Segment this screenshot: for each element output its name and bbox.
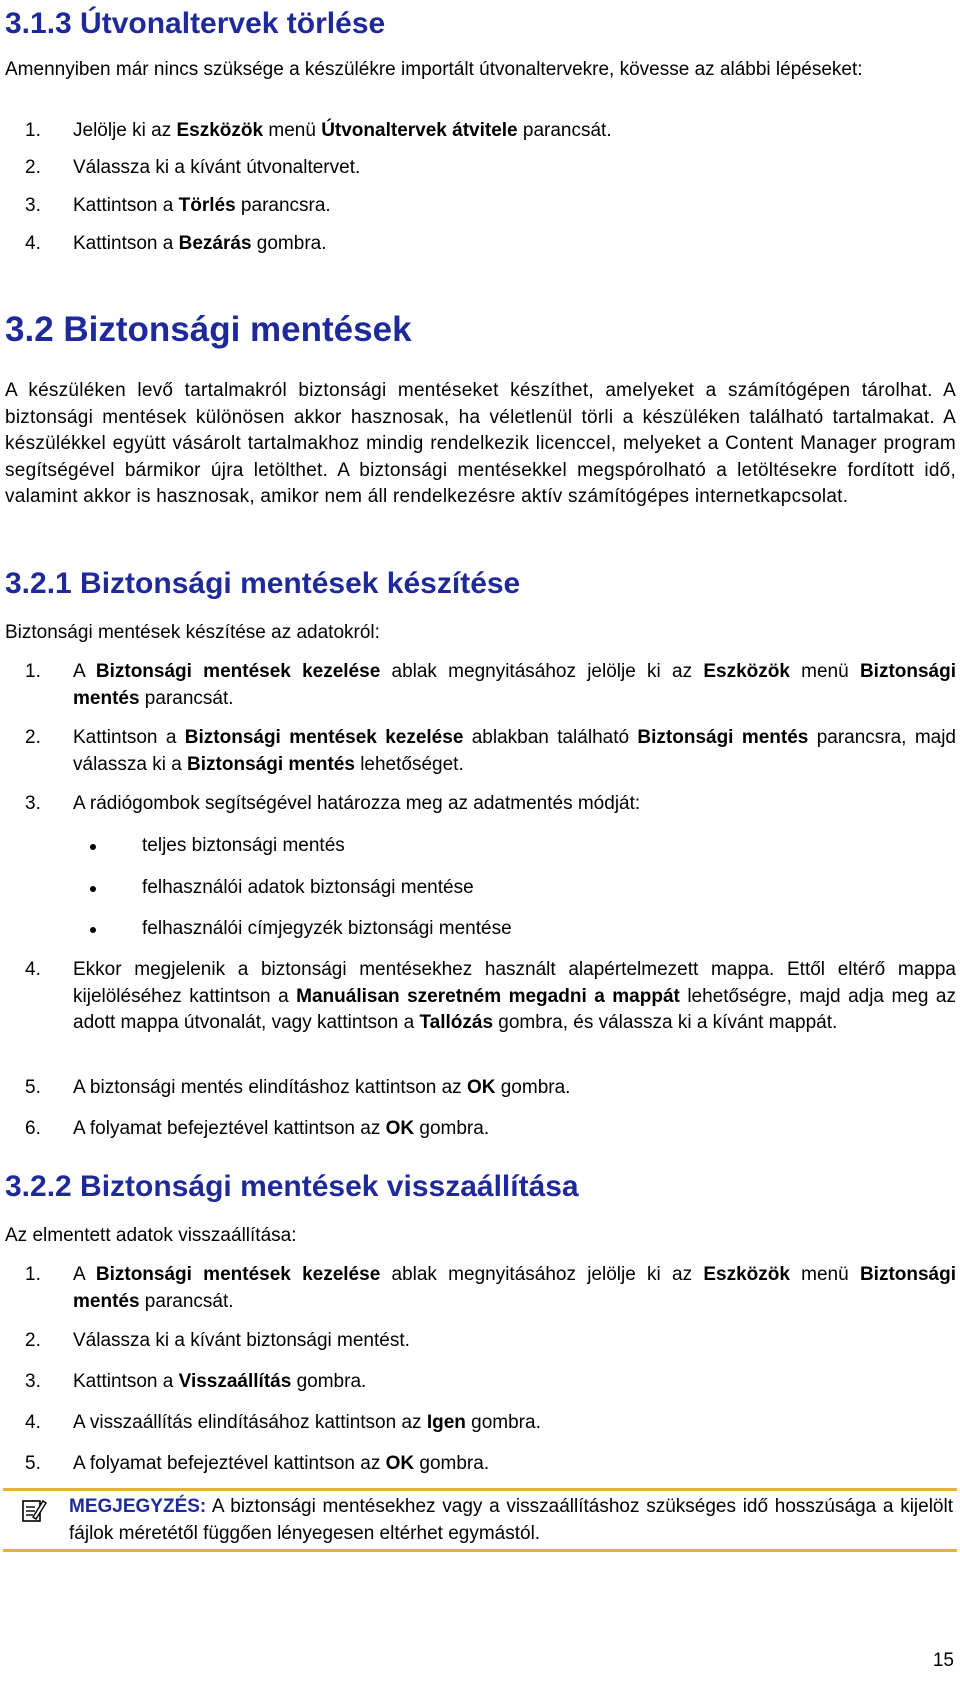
step-number: 5. — [25, 1077, 41, 1098]
list-item — [5, 725, 956, 778]
step-text: A folyamat befejeztével kattintson az OK gombra. — [73, 1453, 490, 1474]
list-item — [5, 1451, 956, 1478]
step-number: 4. — [25, 233, 41, 254]
list-item — [5, 659, 956, 712]
section-heading-3-2-1: 3.2.1 Biztonsági mentések készítése — [5, 567, 521, 600]
step-number: 1. — [25, 120, 41, 141]
bullet-dot — [90, 844, 96, 850]
step-number: 1. — [25, 661, 41, 682]
step-number: 1. — [25, 1264, 41, 1285]
step-number: 3. — [25, 195, 41, 216]
list-item — [5, 1410, 956, 1437]
step-text: A rádiógombok segítségével határozza meg az adatmentés módját: — [73, 793, 641, 814]
section-heading-3-2: 3.2 Biztonsági mentések — [5, 310, 412, 349]
note-label: MEGJEGYZÉS: — [69, 1496, 207, 1517]
step-text: Válassza ki a kívánt biztonsági mentést. — [73, 1330, 410, 1351]
step-text: A Biztonsági mentések kezelése ablak megnyitásához jelölje ki az Eszközök menü Biztonsági mentés parancsát. — [73, 661, 956, 709]
list-item — [5, 231, 956, 258]
step-number: 2. — [25, 1330, 41, 1351]
step-text: Kattintson a Visszaállítás gombra. — [73, 1371, 367, 1392]
bullet-item: felhasználói címjegyzék biztonsági mentése — [90, 916, 956, 943]
step-text: A visszaállítás elindításához kattintson az Igen gombra. — [73, 1412, 541, 1433]
bullet-item: felhasználói adatok biztonsági mentése — [90, 875, 956, 902]
step-text: A biztonsági mentés elindításhoz kattintson az OK gombra. — [73, 1077, 571, 1098]
note-box — [3, 1488, 957, 1552]
step-text: Kattintson a Bezárás gombra. — [73, 233, 327, 254]
list-item — [5, 791, 956, 818]
section-3-2-body: A készüléken levő tartalmakról biztonsági mentéseket készíthet, amelyeket a számítógépen tárolhat. A biztonsági mentések különösen akkor hasznosak, ha véletlenül törli a készüléken található tartalmakat. A készülékkel együtt vásárolt tartalmakhoz mindig rendelkezik licenccel, melyeket a Content Manager program segítségével bármikor újra letölthet. A biztonsági mentésekkel megspórolható a letöltésekre fordított idő, valamint akkor is hasznosak, amikor nem áll rendelkezésre aktív számítógépes internetkapcsolat. — [5, 380, 956, 507]
bullet-dot — [90, 886, 96, 892]
list-item — [5, 1262, 956, 1315]
section-3-2-2-intro: Az elmentett adatok visszaállítása: — [5, 1225, 297, 1246]
step-text: Kattintson a Törlés parancsra. — [73, 195, 331, 216]
page-number: 15 — [932, 1650, 954, 1671]
list-item — [5, 1369, 956, 1396]
list-item — [5, 1328, 956, 1355]
step-number: 4. — [25, 959, 41, 980]
section-heading-3-1-3: 3.1.3 Útvonaltervek törlése — [5, 7, 386, 40]
bullet-item: teljes biztonsági mentés — [90, 833, 956, 860]
note-pencil-icon — [21, 1497, 47, 1523]
step-number: 4. — [25, 1412, 41, 1433]
step-number: 2. — [25, 157, 41, 178]
step-text: A Biztonsági mentések kezelése ablak megnyitásához jelölje ki az Eszközök menü Biztonsági mentés parancsát. — [73, 1264, 956, 1312]
section-3-2-1-intro: Biztonsági mentések készítése az adatokról: — [5, 622, 380, 643]
list-item — [5, 118, 956, 145]
list-item — [5, 957, 956, 1037]
list-item — [5, 1075, 956, 1102]
step-number: 3. — [25, 793, 41, 814]
step-number: 6. — [25, 1118, 41, 1139]
step-text: Jelölje ki az Eszközök menü Útvonaltervek átvitele parancsát. — [73, 120, 612, 141]
bullet-dot — [90, 927, 96, 933]
list-item — [5, 1116, 956, 1143]
step-text: A folyamat befejeztével kattintson az OK gombra. — [73, 1118, 490, 1139]
step-number: 3. — [25, 1371, 41, 1392]
list-item — [5, 193, 956, 220]
list-item — [5, 155, 956, 182]
step-text: Válassza ki a kívánt útvonaltervet. — [73, 157, 361, 178]
step-text: Ekkor megjelenik a biztonsági mentésekhez használt alapértelmezett mappa. Ettől eltérő mappa kijelöléséhez kattintson a Manuálisan szeretném megadni a mappát lehetőségre, majd adja meg az adott mappa útvonalát, vagy kattintson a Tallózás gombra, és válassza ki a kívánt mappát. — [73, 959, 956, 1033]
note-text: MEGJEGYZÉS: A biztonsági mentésekhez vagy a visszaállításhoz szükséges idő hosszúsága a kijelölt fájlok méretétől függően lényegesen eltérhet egymástól. — [69, 1496, 953, 1544]
section-heading-3-2-2: 3.2.2 Biztonsági mentések visszaállítása — [5, 1170, 579, 1203]
step-number: 2. — [25, 727, 41, 748]
section-3-1-3-intro: Amennyiben már nincs szüksége a készülékre importált útvonaltervekre, kövesse az alábbi lépéseket: — [5, 59, 863, 80]
step-text: Kattintson a Biztonsági mentések kezelése ablakban található Biztonsági mentés parancsra, majd válassza ki a Biztonsági mentés lehetőséget. — [73, 727, 956, 775]
step-number: 5. — [25, 1453, 41, 1474]
